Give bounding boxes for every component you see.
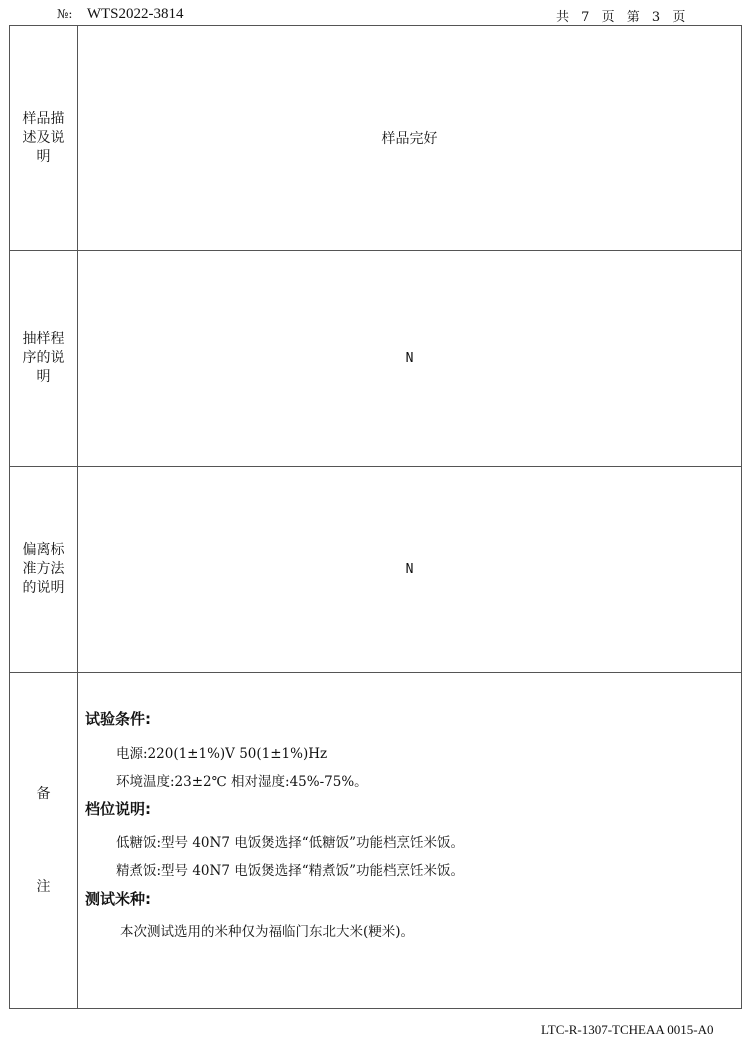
rice-line: 本次测试选用的米种仅为福临门东北大米(粳米)。 xyxy=(120,924,415,940)
power-line: 电源:220(1±1%)V 50(1±1%)Hz xyxy=(116,746,328,762)
sampling-procedure-label: 抽样程序的说明 xyxy=(22,331,65,385)
deviation-value: N xyxy=(78,467,742,673)
remarks-label-cell xyxy=(10,673,78,1009)
remarks-content-cell xyxy=(78,673,742,1009)
report-number xyxy=(57,6,184,23)
deviation-label-cell xyxy=(10,467,78,673)
page-total-suffix: 页 xyxy=(601,10,616,25)
page-current-value: 3 xyxy=(651,10,662,25)
test-conditions-heading: 试验条件: xyxy=(85,710,151,728)
deviation-row xyxy=(10,467,742,673)
sampling-procedure-label-cell xyxy=(10,251,78,467)
report-table xyxy=(9,25,742,1009)
page-current-prefix: 第 xyxy=(626,10,641,25)
gear-heading: 档位说明: xyxy=(85,800,151,818)
document-code: LTC-R-1307-TCHEAA 0015-A0 xyxy=(541,1022,714,1037)
sample-description-value: 样品完好 xyxy=(78,26,742,251)
remarks-label-char-1: 备 xyxy=(36,786,51,802)
remarks-row xyxy=(10,673,742,1009)
environment-line: 环境温度:23±2℃ 相对湿度:45%-75%。 xyxy=(116,774,368,790)
page-indicator xyxy=(556,6,692,25)
page-current-suffix: 页 xyxy=(672,10,687,25)
sampling-procedure-row xyxy=(10,251,742,467)
sampling-procedure-value: N xyxy=(78,251,742,467)
sample-description-label-cell xyxy=(10,26,78,251)
page-total-value: 7 xyxy=(581,10,591,25)
rice-heading: 测试米种: xyxy=(85,890,151,908)
low-sugar-line: 低糖饭:型号 40N7 电饭煲选择“低糖饭”功能档烹饪米饭。 xyxy=(116,835,465,851)
sample-description-row xyxy=(10,26,742,251)
page-total-prefix: 共 xyxy=(556,10,571,25)
deviation-label: 偏离标准方法的说明 xyxy=(22,542,65,596)
fine-cook-line: 精煮饭:型号 40N7 电饭煲选择“精煮饭”功能档烹饪米饭。 xyxy=(116,863,465,879)
sample-description-label: 样品描述及说明 xyxy=(22,110,65,165)
report-number-label: №: xyxy=(57,7,73,21)
remarks-label-char-2: 注 xyxy=(36,879,51,895)
report-number-value: WTS2022-3814 xyxy=(86,6,184,22)
